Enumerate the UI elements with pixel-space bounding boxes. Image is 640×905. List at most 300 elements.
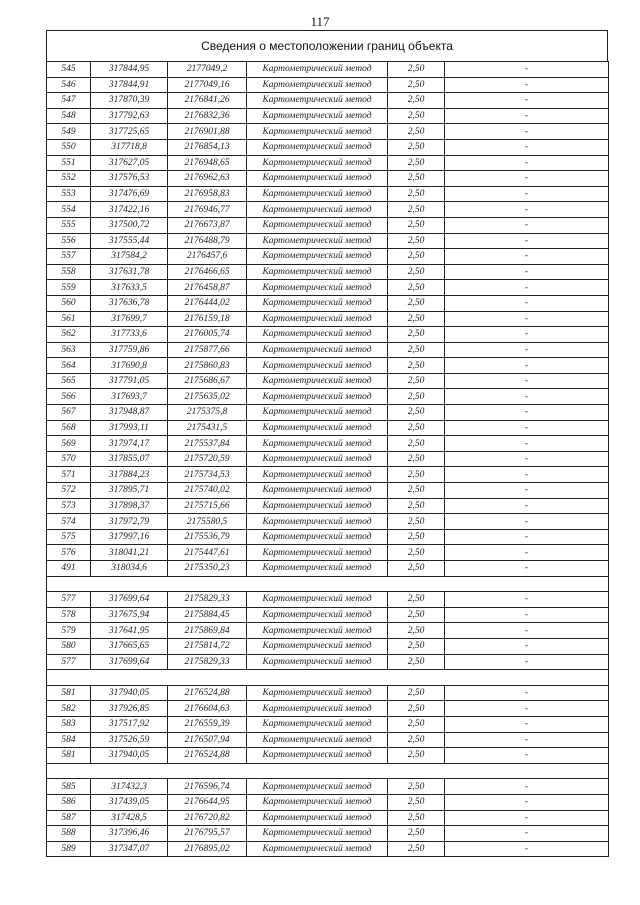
- y-coordinate-cell: 2175715,66: [168, 498, 247, 514]
- accuracy-cell: 2,50: [388, 810, 445, 826]
- point-number-cell: 573: [47, 498, 91, 514]
- accuracy-cell: 2,50: [388, 826, 445, 842]
- point-number-cell: 562: [47, 327, 91, 343]
- x-coordinate-cell: 317699,64: [91, 592, 168, 608]
- accuracy-cell: 2,50: [388, 592, 445, 608]
- method-cell: Картометрический метод: [247, 514, 388, 530]
- description-cell: -: [445, 342, 609, 358]
- table-row: [47, 498, 609, 514]
- accuracy-cell: 2,50: [388, 716, 445, 732]
- x-coordinate-cell: 317631,78: [91, 264, 168, 280]
- point-number-cell: 578: [47, 607, 91, 623]
- method-cell: Картометрический метод: [247, 373, 388, 389]
- point-number-cell: 569: [47, 436, 91, 452]
- description-cell: -: [445, 405, 609, 421]
- table-row: [47, 451, 609, 467]
- description-cell: -: [445, 826, 609, 842]
- x-coordinate-cell: 317948,87: [91, 405, 168, 421]
- method-cell: Картометрический метод: [247, 124, 388, 140]
- x-coordinate-cell: 317584,2: [91, 249, 168, 265]
- x-coordinate-cell: 317641,95: [91, 623, 168, 639]
- point-number-cell: 576: [47, 545, 91, 561]
- point-number-cell: 581: [47, 685, 91, 701]
- point-number-cell: 565: [47, 373, 91, 389]
- description-cell: -: [445, 467, 609, 483]
- table-row: [47, 202, 609, 218]
- accuracy-cell: 2,50: [388, 607, 445, 623]
- point-number-cell: 567: [47, 405, 91, 421]
- table-row: [47, 716, 609, 732]
- method-cell: Картометрический метод: [247, 748, 388, 764]
- y-coordinate-cell: 2175869,84: [168, 623, 247, 639]
- table-row: [47, 405, 609, 421]
- accuracy-cell: 2,50: [388, 171, 445, 187]
- table-row: [47, 77, 609, 93]
- description-cell: -: [445, 779, 609, 795]
- point-number-cell: 589: [47, 841, 91, 857]
- method-cell: Картометрический метод: [247, 155, 388, 171]
- x-coordinate-cell: 317690,8: [91, 358, 168, 374]
- table-row: [47, 93, 609, 109]
- description-cell: -: [445, 545, 609, 561]
- table-row: [47, 483, 609, 499]
- y-coordinate-cell: 2176948,65: [168, 155, 247, 171]
- y-coordinate-cell: 2176604,63: [168, 701, 247, 717]
- x-coordinate-cell: 317974,17: [91, 436, 168, 452]
- point-number-cell: 555: [47, 217, 91, 233]
- description-cell: -: [445, 280, 609, 296]
- table-row: [47, 233, 609, 249]
- table-row: [47, 561, 609, 577]
- description-cell: -: [445, 483, 609, 499]
- x-coordinate-cell: 317699,7: [91, 311, 168, 327]
- table-row: [47, 748, 609, 764]
- method-cell: Картометрический метод: [247, 436, 388, 452]
- y-coordinate-cell: 2175635,02: [168, 389, 247, 405]
- y-coordinate-cell: 2175829,33: [168, 592, 247, 608]
- table-row: [47, 701, 609, 717]
- table-row: [47, 311, 609, 327]
- y-coordinate-cell: 2176958,83: [168, 186, 247, 202]
- description-cell: -: [445, 623, 609, 639]
- table-row: [47, 155, 609, 171]
- description-cell: -: [445, 654, 609, 670]
- description-cell: -: [445, 420, 609, 436]
- description-cell: -: [445, 186, 609, 202]
- method-cell: Картометрический метод: [247, 202, 388, 218]
- description-cell: -: [445, 249, 609, 265]
- description-cell: -: [445, 202, 609, 218]
- table-row: [47, 638, 609, 654]
- point-number-cell: 552: [47, 171, 91, 187]
- description-cell: -: [445, 451, 609, 467]
- table-row: [47, 295, 609, 311]
- accuracy-cell: 2,50: [388, 545, 445, 561]
- method-cell: Картометрический метод: [247, 358, 388, 374]
- point-number-cell: 586: [47, 794, 91, 810]
- table-row: [47, 467, 609, 483]
- description-cell: -: [445, 327, 609, 343]
- y-coordinate-cell: 2176458,87: [168, 280, 247, 296]
- accuracy-cell: 2,50: [388, 327, 445, 343]
- x-coordinate-cell: 317972,79: [91, 514, 168, 530]
- y-coordinate-cell: 2176841,26: [168, 93, 247, 109]
- table-row: [47, 342, 609, 358]
- description-cell: -: [445, 732, 609, 748]
- x-coordinate-cell: 317517,92: [91, 716, 168, 732]
- description-cell: -: [445, 233, 609, 249]
- x-coordinate-cell: 317500,72: [91, 217, 168, 233]
- table-row: [47, 529, 609, 545]
- y-coordinate-cell: 2176962,63: [168, 171, 247, 187]
- table-row: [47, 592, 609, 608]
- y-coordinate-cell: 2176507,94: [168, 732, 247, 748]
- method-cell: Картометрический метод: [247, 498, 388, 514]
- accuracy-cell: 2,50: [388, 280, 445, 296]
- y-coordinate-cell: 2177049,16: [168, 77, 247, 93]
- point-number-cell: 579: [47, 623, 91, 639]
- accuracy-cell: 2,50: [388, 436, 445, 452]
- accuracy-cell: 2,50: [388, 217, 445, 233]
- table-row: [47, 124, 609, 140]
- point-number-cell: 577: [47, 654, 91, 670]
- table-row: [47, 389, 609, 405]
- y-coordinate-cell: 2176524,88: [168, 748, 247, 764]
- point-number-cell: 584: [47, 732, 91, 748]
- point-number-cell: 564: [47, 358, 91, 374]
- table-row: [47, 685, 609, 701]
- table-row: [47, 327, 609, 343]
- page-number: 117: [310, 14, 330, 29]
- accuracy-cell: 2,50: [388, 498, 445, 514]
- method-cell: Картометрический метод: [247, 311, 388, 327]
- accuracy-cell: 2,50: [388, 779, 445, 795]
- accuracy-cell: 2,50: [388, 155, 445, 171]
- accuracy-cell: 2,50: [388, 77, 445, 93]
- description-cell: -: [445, 685, 609, 701]
- accuracy-cell: 2,50: [388, 233, 445, 249]
- accuracy-cell: 2,50: [388, 701, 445, 717]
- accuracy-cell: 2,50: [388, 358, 445, 374]
- description-cell: -: [445, 389, 609, 405]
- accuracy-cell: 2,50: [388, 794, 445, 810]
- accuracy-cell: 2,50: [388, 748, 445, 764]
- accuracy-cell: 2,50: [388, 561, 445, 577]
- x-coordinate-cell: 317699,64: [91, 654, 168, 670]
- y-coordinate-cell: 2175829,33: [168, 654, 247, 670]
- point-number-cell: 561: [47, 311, 91, 327]
- method-cell: Картометрический метод: [247, 561, 388, 577]
- description-cell: -: [445, 171, 609, 187]
- point-number-cell: 568: [47, 420, 91, 436]
- point-number-cell: 580: [47, 638, 91, 654]
- x-coordinate-cell: 317428,5: [91, 810, 168, 826]
- x-coordinate-cell: 317791,05: [91, 373, 168, 389]
- table-row: [47, 358, 609, 374]
- description-cell: -: [445, 638, 609, 654]
- y-coordinate-cell: 2176895,02: [168, 841, 247, 857]
- x-coordinate-cell: 317718,8: [91, 139, 168, 155]
- point-number-cell: 566: [47, 389, 91, 405]
- description-cell: -: [445, 794, 609, 810]
- method-cell: Картометрический метод: [247, 592, 388, 608]
- y-coordinate-cell: 2176488,79: [168, 233, 247, 249]
- x-coordinate-cell: 317347,07: [91, 841, 168, 857]
- method-cell: Картометрический метод: [247, 249, 388, 265]
- accuracy-cell: 2,50: [388, 467, 445, 483]
- point-number-cell: 574: [47, 514, 91, 530]
- accuracy-cell: 2,50: [388, 451, 445, 467]
- y-coordinate-cell: 2175740,02: [168, 483, 247, 499]
- point-number-cell: 547: [47, 93, 91, 109]
- y-coordinate-cell: 2175814,72: [168, 638, 247, 654]
- y-coordinate-cell: 2176524,88: [168, 685, 247, 701]
- method-cell: Картометрический метод: [247, 77, 388, 93]
- x-coordinate-cell: 317940,05: [91, 748, 168, 764]
- y-coordinate-cell: 2176946,77: [168, 202, 247, 218]
- accuracy-cell: 2,50: [388, 108, 445, 124]
- x-coordinate-cell: 317576,53: [91, 171, 168, 187]
- description-cell: -: [445, 592, 609, 608]
- point-number-cell: 556: [47, 233, 91, 249]
- description-cell: -: [445, 514, 609, 530]
- x-coordinate-cell: 317636,78: [91, 295, 168, 311]
- table-row: [47, 249, 609, 265]
- point-number-cell: 545: [47, 62, 91, 78]
- accuracy-cell: 2,50: [388, 623, 445, 639]
- accuracy-cell: 2,50: [388, 685, 445, 701]
- x-coordinate-cell: 317633,5: [91, 280, 168, 296]
- accuracy-cell: 2,50: [388, 483, 445, 499]
- y-coordinate-cell: 2176720,82: [168, 810, 247, 826]
- point-number-cell: 581: [47, 748, 91, 764]
- y-coordinate-cell: 2176673,87: [168, 217, 247, 233]
- description-cell: -: [445, 810, 609, 826]
- description-cell: -: [445, 108, 609, 124]
- method-cell: Картометрический метод: [247, 451, 388, 467]
- y-coordinate-cell: 2176159,18: [168, 311, 247, 327]
- y-coordinate-cell: 2175860,83: [168, 358, 247, 374]
- y-coordinate-cell: 2175431,5: [168, 420, 247, 436]
- method-cell: Картометрический метод: [247, 810, 388, 826]
- y-coordinate-cell: 2176466,65: [168, 264, 247, 280]
- method-cell: Картометрический метод: [247, 295, 388, 311]
- separator-cell: [47, 763, 609, 779]
- method-cell: Картометрический метод: [247, 108, 388, 124]
- x-coordinate-cell: 317725,65: [91, 124, 168, 140]
- x-coordinate-cell: 317432,3: [91, 779, 168, 795]
- description-cell: -: [445, 436, 609, 452]
- accuracy-cell: 2,50: [388, 295, 445, 311]
- y-coordinate-cell: 2176444,02: [168, 295, 247, 311]
- description-cell: -: [445, 311, 609, 327]
- y-coordinate-cell: 2175447,61: [168, 545, 247, 561]
- accuracy-cell: 2,50: [388, 264, 445, 280]
- y-coordinate-cell: 2175734,53: [168, 467, 247, 483]
- table-row: [47, 732, 609, 748]
- accuracy-cell: 2,50: [388, 342, 445, 358]
- table-row: [47, 186, 609, 202]
- x-coordinate-cell: 317526,59: [91, 732, 168, 748]
- y-coordinate-cell: 2175884,45: [168, 607, 247, 623]
- point-number-cell: 553: [47, 186, 91, 202]
- coordinates-table: [46, 61, 609, 857]
- table-row: [47, 436, 609, 452]
- point-number-cell: 563: [47, 342, 91, 358]
- method-cell: Картометрический метод: [247, 280, 388, 296]
- method-cell: Картометрический метод: [247, 389, 388, 405]
- accuracy-cell: 2,50: [388, 186, 445, 202]
- method-cell: Картометрический метод: [247, 93, 388, 109]
- method-cell: Картометрический метод: [247, 139, 388, 155]
- y-coordinate-cell: 2176005,74: [168, 327, 247, 343]
- point-number-cell: 585: [47, 779, 91, 795]
- point-number-cell: 491: [47, 561, 91, 577]
- method-cell: Картометрический метод: [247, 841, 388, 857]
- x-coordinate-cell: 317693,7: [91, 389, 168, 405]
- description-cell: -: [445, 561, 609, 577]
- method-cell: Картометрический метод: [247, 732, 388, 748]
- y-coordinate-cell: 2176795,57: [168, 826, 247, 842]
- y-coordinate-cell: 2176559,39: [168, 716, 247, 732]
- description-cell: -: [445, 358, 609, 374]
- y-coordinate-cell: 2176854,13: [168, 139, 247, 155]
- accuracy-cell: 2,50: [388, 514, 445, 530]
- y-coordinate-cell: 2177049,2: [168, 62, 247, 78]
- method-cell: Картометрический метод: [247, 701, 388, 717]
- description-cell: -: [445, 841, 609, 857]
- method-cell: Картометрический метод: [247, 217, 388, 233]
- method-cell: Картометрический метод: [247, 716, 388, 732]
- x-coordinate-cell: 317898,37: [91, 498, 168, 514]
- method-cell: Картометрический метод: [247, 638, 388, 654]
- point-number-cell: 571: [47, 467, 91, 483]
- description-cell: -: [445, 93, 609, 109]
- description-cell: -: [445, 748, 609, 764]
- method-cell: Картометрический метод: [247, 62, 388, 78]
- method-cell: Картометрический метод: [247, 545, 388, 561]
- point-number-cell: 587: [47, 810, 91, 826]
- x-coordinate-cell: 317855,07: [91, 451, 168, 467]
- table-row: [47, 810, 609, 826]
- point-number-cell: 557: [47, 249, 91, 265]
- x-coordinate-cell: 317675,94: [91, 607, 168, 623]
- accuracy-cell: 2,50: [388, 529, 445, 545]
- table-row: [47, 779, 609, 795]
- y-coordinate-cell: 2176644,95: [168, 794, 247, 810]
- description-cell: -: [445, 264, 609, 280]
- x-coordinate-cell: 317926,85: [91, 701, 168, 717]
- y-coordinate-cell: 2175375,8: [168, 405, 247, 421]
- y-coordinate-cell: 2175350,23: [168, 561, 247, 577]
- point-number-cell: 588: [47, 826, 91, 842]
- y-coordinate-cell: 2176901,88: [168, 124, 247, 140]
- x-coordinate-cell: 317476,69: [91, 186, 168, 202]
- method-cell: Картометрический метод: [247, 654, 388, 670]
- x-coordinate-cell: 317422,16: [91, 202, 168, 218]
- method-cell: Картометрический метод: [247, 607, 388, 623]
- point-number-cell: 554: [47, 202, 91, 218]
- accuracy-cell: 2,50: [388, 654, 445, 670]
- point-number-cell: 548: [47, 108, 91, 124]
- table-row: [47, 826, 609, 842]
- table-row: [47, 171, 609, 187]
- y-coordinate-cell: 2175720,59: [168, 451, 247, 467]
- method-cell: Картометрический метод: [247, 685, 388, 701]
- x-coordinate-cell: 317627,05: [91, 155, 168, 171]
- table-row: [47, 139, 609, 155]
- table-row: [47, 280, 609, 296]
- method-cell: Картометрический метод: [247, 405, 388, 421]
- y-coordinate-cell: 2175536,79: [168, 529, 247, 545]
- accuracy-cell: 2,50: [388, 420, 445, 436]
- description-cell: -: [445, 62, 609, 78]
- method-cell: Картометрический метод: [247, 467, 388, 483]
- method-cell: Картометрический метод: [247, 327, 388, 343]
- point-number-cell: 550: [47, 139, 91, 155]
- x-coordinate-cell: 317844,95: [91, 62, 168, 78]
- table-row: [47, 607, 609, 623]
- method-cell: Картометрический метод: [247, 264, 388, 280]
- description-cell: -: [445, 716, 609, 732]
- table-row: [47, 841, 609, 857]
- y-coordinate-cell: 2175686,67: [168, 373, 247, 389]
- accuracy-cell: 2,50: [388, 93, 445, 109]
- accuracy-cell: 2,50: [388, 638, 445, 654]
- method-cell: Картометрический метод: [247, 529, 388, 545]
- table-row: [47, 108, 609, 124]
- table-row: [47, 373, 609, 389]
- accuracy-cell: 2,50: [388, 311, 445, 327]
- y-coordinate-cell: 2176457,6: [168, 249, 247, 265]
- x-coordinate-cell: 317884,23: [91, 467, 168, 483]
- description-cell: -: [445, 529, 609, 545]
- method-cell: Картометрический метод: [247, 826, 388, 842]
- method-cell: Картометрический метод: [247, 779, 388, 795]
- x-coordinate-cell: 317439,05: [91, 794, 168, 810]
- coordinates-table-body: [47, 62, 609, 857]
- description-cell: -: [445, 217, 609, 233]
- table-row: [47, 794, 609, 810]
- point-number-cell: 572: [47, 483, 91, 499]
- method-cell: Картометрический метод: [247, 171, 388, 187]
- accuracy-cell: 2,50: [388, 249, 445, 265]
- method-cell: Картометрический метод: [247, 233, 388, 249]
- method-cell: Картометрический метод: [247, 342, 388, 358]
- x-coordinate-cell: 317895,71: [91, 483, 168, 499]
- table-row: [47, 545, 609, 561]
- point-number-cell: 560: [47, 295, 91, 311]
- point-number-cell: 570: [47, 451, 91, 467]
- method-cell: Картометрический метод: [247, 623, 388, 639]
- description-cell: -: [445, 124, 609, 140]
- y-coordinate-cell: 2175877,66: [168, 342, 247, 358]
- y-coordinate-cell: 2176832,36: [168, 108, 247, 124]
- method-cell: Картометрический метод: [247, 186, 388, 202]
- table-title: Сведения о местоположении границ объекта: [46, 30, 608, 61]
- table-row: [47, 420, 609, 436]
- accuracy-cell: 2,50: [388, 139, 445, 155]
- x-coordinate-cell: 317997,16: [91, 529, 168, 545]
- table-row: [47, 62, 609, 78]
- x-coordinate-cell: 318034,6: [91, 561, 168, 577]
- point-number-cell: 577: [47, 592, 91, 608]
- x-coordinate-cell: 317792,63: [91, 108, 168, 124]
- x-coordinate-cell: 317993,11: [91, 420, 168, 436]
- table-row: [47, 264, 609, 280]
- x-coordinate-cell: 317396,46: [91, 826, 168, 842]
- description-cell: -: [445, 139, 609, 155]
